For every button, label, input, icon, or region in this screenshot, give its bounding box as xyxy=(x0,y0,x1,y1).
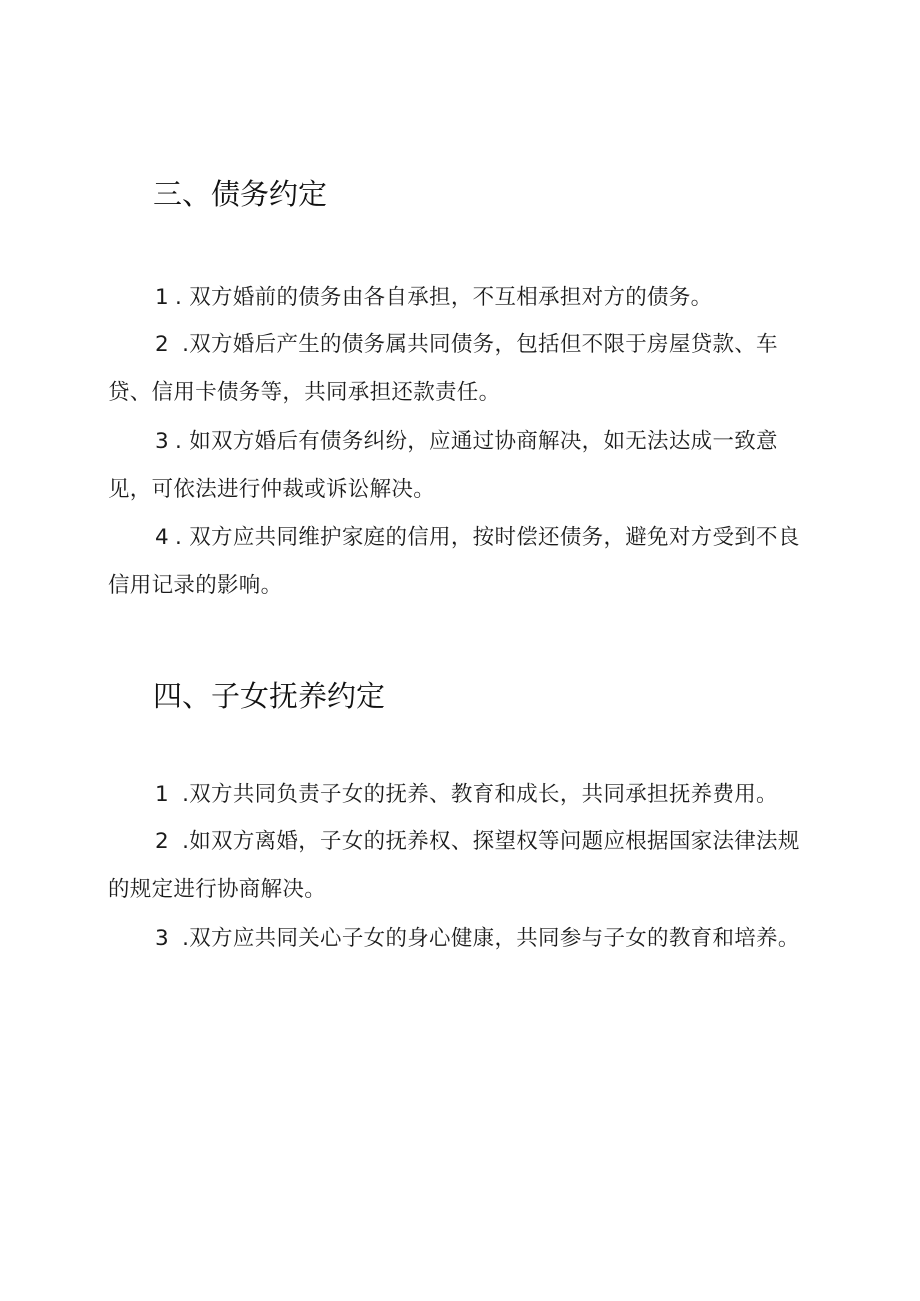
child-clause-2 xyxy=(108,818,820,914)
clause-number: 1 xyxy=(155,285,169,310)
debt-clause-2 xyxy=(108,321,820,417)
clause-text: .双方婚后产生的债务属共同债务，包括但不限于房屋贷款、车贷、信用卡债务等，共同承担还款责任。 xyxy=(108,332,778,405)
clause-number: 4 xyxy=(155,525,169,550)
clause-text: . 如双方婚后有债务纠纷，应通过协商解决，如无法达成一致意见，可依法进行仲裁或诉讼解决。 xyxy=(108,429,778,502)
clause-text: .双方共同负责子女的抚养、教育和成长，共同承担抚养费用。 xyxy=(174,782,778,807)
section-heading-debt: 三、债务约定 xyxy=(153,177,328,211)
section-heading-child-support: 四、子女抚养约定 xyxy=(153,679,386,713)
debt-clause-3 xyxy=(108,418,820,514)
clause-text: .双方应共同关心子女的身心健康，共同参与子女的教育和培养。 xyxy=(174,926,800,951)
clause-text: . 双方婚前的债务由各自承担，不互相承担对方的债务。 xyxy=(174,285,713,310)
debt-clause-4 xyxy=(108,514,820,610)
clause-number: 2 xyxy=(155,829,169,854)
clause-number: 3 xyxy=(155,926,169,951)
clause-number: 3 xyxy=(155,429,169,454)
debt-clause-1 xyxy=(108,274,820,322)
clause-text: .如双方离婚，子女的抚养权、探望权等问题应根据国家法律法规的规定进行协商解决。 xyxy=(108,829,800,902)
child-clause-3 xyxy=(108,915,820,963)
child-clause-1 xyxy=(108,771,820,819)
clause-number: 2 xyxy=(155,332,169,357)
clause-number: 1 xyxy=(155,782,169,807)
clause-text: . 双方应共同维护家庭的信用，按时偿还债务，避免对方受到不良信用记录的影响。 xyxy=(108,525,800,598)
